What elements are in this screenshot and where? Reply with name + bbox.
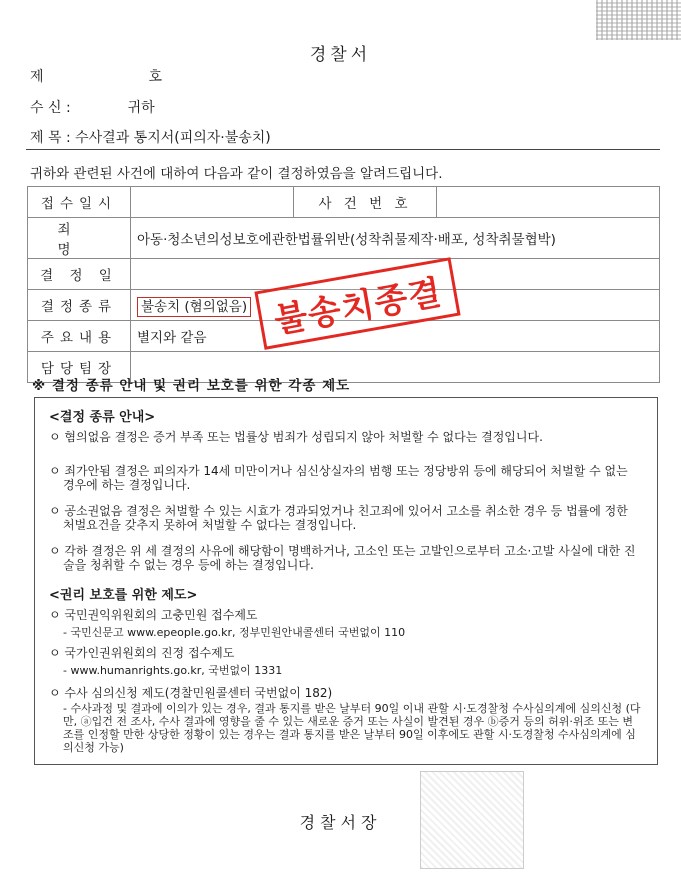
summary-label: 주요내용 — [28, 321, 131, 352]
guide-heading-rights: <권리 보호를 위한 제도> — [49, 588, 198, 603]
document-title: 경찰서 — [309, 45, 372, 65]
recipient-value: 귀하 — [127, 100, 155, 116]
list-item: ㅇ 죄가안됨 결정은 피의자가 14세 미만이거나 심신상실자의 범행 또는 정당방위 등에 해당되어 처벌할 수 없는 경우에 하는 결정입니다. — [49, 464, 628, 492]
list-item: ㅇ 각하 결정은 위 세 결정의 사유에 해당함이 명백하거나, 고소인 또는 고발인으로부터 고소·고발 사실에 대한 진술을 청취할 수 없는 경우 등에 하는 결정입니다. — [49, 544, 636, 572]
header-divider — [26, 149, 660, 150]
guide-heading-decisions: <결정 종류 안내> — [49, 410, 156, 425]
table-row — [28, 218, 660, 259]
subject-row — [30, 127, 271, 147]
team-leader-label: 담당팀장 — [28, 352, 131, 383]
list-item: ㅇ 국민권익위원회의 고충민원 접수제도 — [49, 608, 258, 622]
charge-label: 죄 명 — [28, 218, 131, 259]
list-item-detail: - 국민신문고 www.epeople.go.kr, 정부민원안내콜센터 국번없이 110 — [63, 626, 406, 639]
summary-value: 별지와 같음 — [131, 321, 660, 352]
signature: 경찰서장 — [299, 813, 382, 832]
list-item: ㅇ 공소권없음 결정은 처벌할 수 있는 시효가 경과되었거나 친고죄에 있어서 고소를 취소한 경우 등 법률에 정한 처벌요건을 갖추지 못하여 처벌할 수 없다는 결정입니다. — [49, 504, 628, 532]
receipt-date-value — [131, 187, 294, 218]
doc-number-label: 제 — [30, 69, 44, 85]
table-row — [28, 187, 660, 218]
list-item: ㅇ 수사 심의신청 제도(경찰민원콜센터 국번없이 182) — [49, 686, 333, 700]
subject-value: 수사결과 통지서(피의자·불송치) — [75, 130, 271, 146]
doc-number-suffix: 호 — [148, 69, 162, 85]
list-item: ㅇ 국가인권위원회의 진정 접수제도 — [49, 646, 235, 660]
list-item-detail: - www.humanrights.go.kr, 국번없이 1331 — [63, 664, 283, 677]
subject-label: 제 목 : — [30, 130, 71, 146]
guide-box — [34, 397, 658, 765]
decision-date-label: 결 정 일 — [28, 259, 131, 290]
qr-code — [596, 0, 681, 40]
case-number-value — [437, 187, 660, 218]
recipient-label: 수 신 : — [30, 100, 71, 116]
charge-value: 아동·청소년의성보호에관한법률위반(성착취물제작·배포, 성착취물협박) — [131, 218, 660, 259]
non-referral-stamp: 불송치종결 — [254, 257, 460, 350]
decision-type-label: 결정종류 — [28, 290, 131, 321]
doc-number-row — [30, 66, 162, 86]
case-number-label: 사 건 번 호 — [294, 187, 437, 218]
decision-type-value: 불송치 (혐의없음) — [137, 297, 251, 317]
list-item: ㅇ 혐의없음 결정은 증거 부족 또는 법률상 범죄가 성립되지 않아 처벌할 수 없다는 결정입니다. — [49, 430, 543, 444]
intro-text: 귀하와 관련된 사건에 대하여 다음과 같이 결정하였음을 알려드립니다. — [30, 166, 443, 182]
receipt-date-label: 접수일시 — [28, 187, 131, 218]
recipient-row — [30, 97, 155, 117]
section-title: ※ 결정 종류 안내 및 권리 보호를 위한 각종 제도 — [32, 378, 351, 394]
list-item-detail: - 수사과정 및 결과에 이의가 있는 경우, 결과 통지를 받은 날부터 90일 이내 관할 시·도경찰청 수사심의계에 심의신청 (다만, ⓐ입건 전 조사, 수사 결과에 영향을 줄 수 있는 새로운 증거 또는 사실이 발견된 경우 ⓑ증거 등의 허위·위조 또는 변조를 인정할 만한 상당한 정황이 있는 경우는 결과 통지를 받은 날부터 90일 이후에도 관할 시·도경찰청 수사심의계에 심의신청 가능) — [63, 702, 641, 754]
